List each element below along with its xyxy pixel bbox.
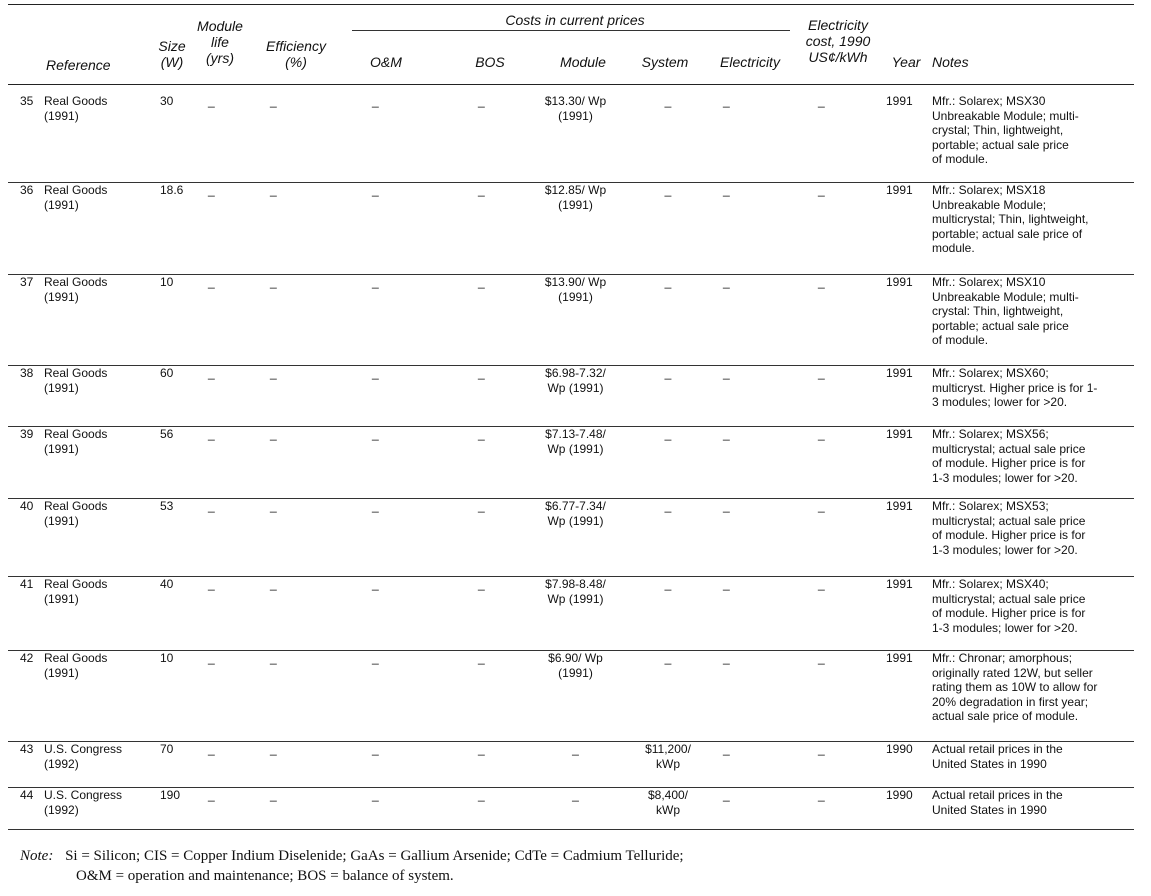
cell-row-number: 38 — [20, 366, 34, 380]
cell-om-cost: _ — [372, 427, 379, 441]
cell-notes: Actual retail prices in the United States in 1990 — [932, 742, 1063, 771]
cell-system-cost: _ — [664, 651, 672, 665]
cell-size: 30 — [160, 94, 174, 108]
cell-bos-cost: _ — [478, 651, 485, 665]
cell-notes: Mfr.: Chronar; amorphous; originally rated 12W, but seller rating them as 10W to allow for 20% degradation in first year; actual sale price of module. — [932, 651, 1098, 723]
cell-year: 1990 — [886, 742, 913, 756]
cell-bos-cost: _ — [478, 427, 485, 441]
cell-year: 1990 — [886, 788, 913, 802]
cell-efficiency: _ — [270, 275, 277, 289]
cell-om-cost: _ — [372, 742, 379, 756]
cell-efficiency: _ — [270, 742, 277, 756]
cell-module-cost: $7.98-8.48/ Wp (1991) — [545, 577, 606, 606]
cell-year: 1991 — [886, 366, 913, 380]
cell-om-cost: _ — [372, 499, 379, 513]
cell-notes: Mfr.: Solarex; MSX30 Unbreakable Module; multi- crystal; Thin, lightweight, portable; actual sale price of module. — [932, 94, 1079, 166]
cell-row-number: 44 — [20, 788, 34, 802]
cell-electricity-cost: _ — [723, 427, 730, 441]
cell-system-cost: _ — [664, 427, 672, 441]
cell-electricity-cost-1990: _ — [818, 499, 825, 513]
cell-reference: Real Goods (1991) — [44, 651, 108, 680]
cell-reference: Real Goods (1991) — [44, 499, 108, 528]
cell-om-cost: _ — [372, 183, 379, 197]
cell-module-cost: $6.98-7.32/ Wp (1991) — [545, 366, 606, 395]
header-electricity: Electricity — [720, 54, 780, 70]
cell-electricity-cost: _ — [723, 366, 730, 380]
cell-electricity-cost-1990: _ — [818, 788, 825, 802]
table-footnote — [20, 846, 684, 866]
cell-module-cost: _ — [572, 788, 579, 802]
cell-size: 40 — [160, 577, 174, 591]
cell-electricity-cost: _ — [723, 788, 730, 802]
cell-reference: Real Goods (1991) — [44, 275, 108, 304]
table-row — [8, 427, 1134, 499]
cell-system-cost: _ — [664, 366, 672, 380]
cell-row-number: 37 — [20, 275, 34, 289]
cell-module-life: _ — [208, 366, 215, 380]
cell-module-cost: $7.13-7.48/ Wp (1991) — [545, 427, 606, 456]
cell-om-cost: _ — [372, 788, 379, 802]
top-rule — [8, 4, 1134, 5]
header-efficiency: Efficiency (%) — [266, 38, 326, 70]
cell-year: 1991 — [886, 427, 913, 441]
cell-electricity-cost: _ — [723, 651, 730, 665]
header-module: Module — [560, 54, 606, 70]
cell-size: 53 — [160, 499, 174, 513]
cell-electricity-cost-1990: _ — [818, 366, 825, 380]
cell-reference: Real Goods (1991) — [44, 94, 108, 123]
header-size: Size (W) — [158, 38, 186, 70]
cell-bos-cost: _ — [478, 275, 485, 289]
cell-efficiency: _ — [270, 499, 277, 513]
cell-om-cost: _ — [372, 366, 379, 380]
cell-bos-cost: _ — [478, 577, 485, 591]
cell-size: 18.6 — [160, 183, 184, 197]
cell-year: 1991 — [886, 577, 913, 591]
cell-size: 56 — [160, 427, 174, 441]
cell-module-life: _ — [208, 499, 215, 513]
cell-reference: Real Goods (1991) — [44, 427, 108, 456]
cell-module-life: _ — [208, 742, 215, 756]
cell-notes: Mfr.: Solarex; MSX56; multicrystal; actual sale price of module. Higher price is for 1-3 modules; lower for >20. — [932, 427, 1086, 485]
cell-module-life: _ — [208, 275, 215, 289]
cell-module-cost: _ — [572, 742, 579, 756]
cell-module-life: _ — [208, 94, 215, 108]
cell-om-cost: _ — [372, 94, 379, 108]
table-row — [8, 275, 1134, 366]
header-module-life: Module life (yrs) — [197, 18, 243, 66]
cell-electricity-cost-1990: _ — [818, 275, 825, 289]
cell-electricity-cost: _ — [723, 183, 730, 197]
table-row — [8, 94, 1134, 183]
cell-size: 190 — [160, 788, 181, 802]
cell-year: 1991 — [886, 94, 913, 108]
cell-efficiency: _ — [270, 366, 277, 380]
cell-module-cost: $12.85/ Wp (1991) — [544, 183, 607, 212]
row-divider — [8, 829, 1134, 830]
header-notes: Notes — [932, 54, 969, 70]
cell-efficiency: _ — [270, 788, 277, 802]
cell-system-cost: _ — [664, 577, 672, 591]
cell-bos-cost: _ — [478, 742, 485, 756]
cell-om-cost: _ — [372, 651, 379, 665]
cell-reference: U.S. Congress (1992) — [44, 788, 123, 817]
cell-module-life: _ — [208, 427, 215, 441]
cell-notes: Actual retail prices in the United States in 1990 — [932, 788, 1063, 817]
cell-module-cost: $6.77-7.34/ Wp (1991) — [545, 499, 606, 528]
header-rule — [8, 84, 1134, 85]
cell-system-cost: $11,200/ kWp — [645, 742, 691, 771]
cell-module-cost: $13.90/ Wp (1991) — [544, 275, 607, 304]
cell-system-cost: _ — [664, 94, 672, 108]
cell-electricity-cost: _ — [723, 275, 730, 289]
cell-notes: Mfr.: Solarex; MSX18 Unbreakable Module; multicrystal; Thin, lightweight, portable; actual sale price of module. — [932, 183, 1089, 255]
cell-row-number: 43 — [20, 742, 34, 756]
footnote-line-2: O&M = operation and maintenance; BOS = balance of system. — [76, 868, 454, 884]
header-bos: BOS — [475, 54, 505, 70]
cell-efficiency: _ — [270, 183, 277, 197]
cell-module-life: _ — [208, 788, 215, 802]
cell-notes: Mfr.: Solarex; MSX40; multicrystal; actual sale price of module. Higher price is for 1-3 modules; lower for >20. — [932, 577, 1086, 635]
cell-size: 60 — [160, 366, 174, 380]
cell-size: 10 — [160, 275, 174, 289]
table-row — [8, 366, 1134, 427]
cell-system-cost: _ — [664, 183, 672, 197]
header-electricity-cost: Electricity cost, 1990 US¢/kWh — [805, 17, 871, 65]
cell-system-cost: _ — [664, 499, 672, 513]
cell-year: 1991 — [886, 651, 913, 665]
cell-row-number: 40 — [20, 499, 34, 513]
cell-row-number: 42 — [20, 651, 34, 665]
cell-bos-cost: _ — [478, 499, 485, 513]
cell-electricity-cost: _ — [723, 577, 730, 591]
cell-row-number: 36 — [20, 183, 34, 197]
cell-notes: Mfr.: Solarex; MSX10 Unbreakable Module; multi- crystal: Thin, lightweight, portable; actual sale price of module. — [932, 275, 1079, 347]
cell-year: 1991 — [886, 275, 913, 289]
cell-efficiency: _ — [270, 651, 277, 665]
cell-module-cost: $13.30/ Wp (1991) — [544, 94, 607, 123]
cell-electricity-cost-1990: _ — [818, 183, 825, 197]
cell-efficiency: _ — [270, 94, 277, 108]
cell-reference: Real Goods (1991) — [44, 183, 108, 212]
table-row — [8, 183, 1134, 275]
cell-electricity-cost-1990: _ — [818, 427, 825, 441]
cell-row-number: 41 — [20, 577, 34, 591]
header-costs-group: Costs in current prices — [505, 12, 645, 28]
header-costs-rule — [352, 30, 790, 31]
cell-electricity-cost: _ — [723, 499, 730, 513]
cell-reference: Real Goods (1991) — [44, 366, 108, 395]
cell-size: 70 — [160, 742, 174, 756]
cell-system-cost: _ — [664, 275, 672, 289]
cell-electricity-cost-1990: _ — [818, 651, 825, 665]
header-system: System — [641, 54, 689, 70]
cell-reference: U.S. Congress (1992) — [44, 742, 123, 771]
cell-size: 10 — [160, 651, 174, 665]
table-row — [8, 788, 1134, 830]
cell-reference: Real Goods (1991) — [44, 577, 108, 606]
cell-bos-cost: _ — [478, 183, 485, 197]
footnote-line-2-wrap — [76, 866, 454, 886]
cell-bos-cost: _ — [478, 788, 485, 802]
cell-notes: Mfr.: Solarex; MSX53; multicrystal; actual sale price of module. Higher price is for 1-3 modules; lower for >20. — [932, 499, 1086, 557]
cell-year: 1991 — [886, 499, 913, 513]
cell-notes: Mfr.: Solarex; MSX60; multicryst. Higher price is for 1- 3 modules; lower for >20. — [932, 366, 1098, 409]
cell-bos-cost: _ — [478, 94, 485, 108]
table-row — [8, 499, 1134, 577]
cell-om-cost: _ — [372, 577, 379, 591]
cell-bos-cost: _ — [478, 366, 485, 380]
footnote-label: Note: — [20, 848, 54, 864]
header-om: O&M — [370, 54, 402, 70]
cell-module-life: _ — [208, 651, 215, 665]
cell-electricity-cost: _ — [723, 742, 730, 756]
cell-module-cost: $6.90/ Wp (1991) — [548, 651, 603, 680]
cell-row-number: 35 — [20, 94, 34, 108]
table-row — [8, 742, 1134, 788]
header-year: Year — [891, 54, 921, 70]
cell-electricity-cost-1990: _ — [818, 742, 825, 756]
header-reference: Reference — [46, 57, 111, 73]
table-row — [8, 651, 1134, 742]
cell-row-number: 39 — [20, 427, 34, 441]
cell-module-life: _ — [208, 183, 215, 197]
cell-year: 1991 — [886, 183, 913, 197]
cell-om-cost: _ — [372, 275, 379, 289]
cell-electricity-cost-1990: _ — [818, 94, 825, 108]
cell-electricity-cost-1990: _ — [818, 577, 825, 591]
table-row — [8, 577, 1134, 651]
cell-efficiency: _ — [270, 577, 277, 591]
cell-electricity-cost: _ — [723, 94, 730, 108]
cell-efficiency: _ — [270, 427, 277, 441]
cell-system-cost: $8,400/ kWp — [647, 788, 689, 817]
footnote-line-1: Si = Silicon; CIS = Copper Indium Diselenide; GaAs = Gallium Arsenide; CdTe = Cadmium Telluride; — [65, 848, 684, 864]
cell-module-life: _ — [208, 577, 215, 591]
